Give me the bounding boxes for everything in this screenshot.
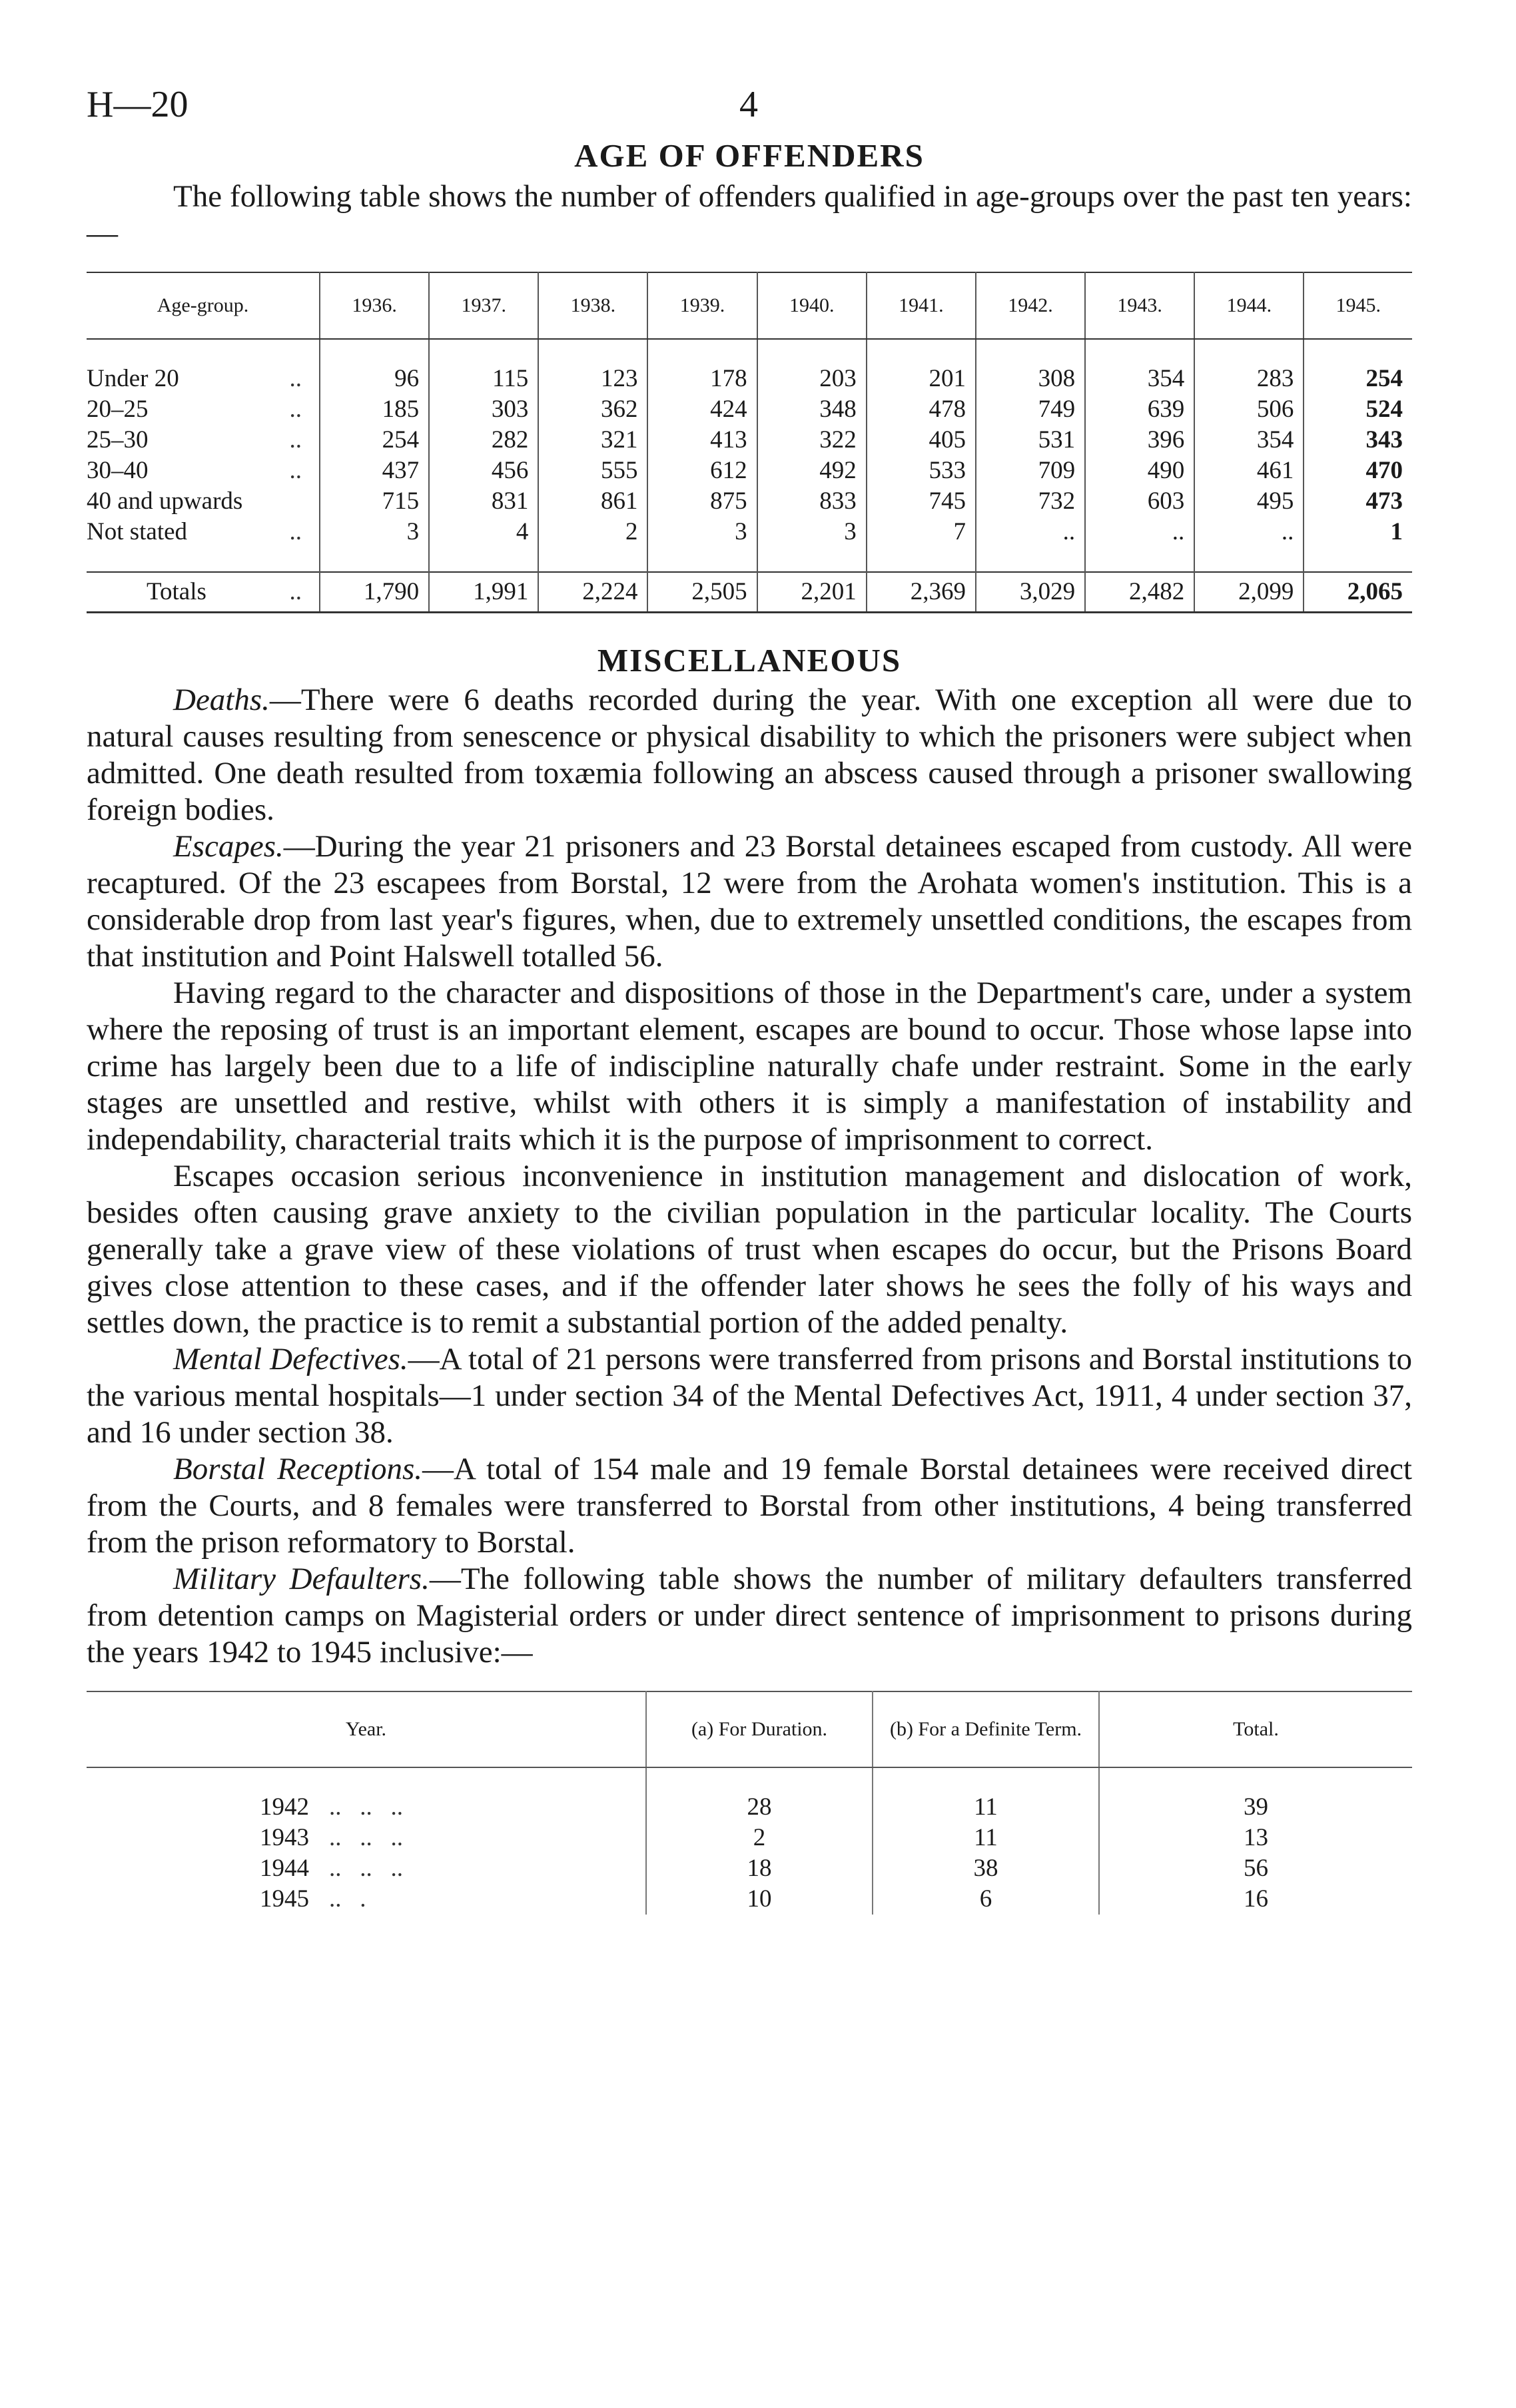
count-cell: 506 bbox=[1194, 394, 1304, 425]
age-section-title: AGE OF OFFENDERS bbox=[574, 137, 925, 174]
borstal-receptions-heading: Borstal Receptions. bbox=[173, 1452, 423, 1486]
dot-leader: .. bbox=[289, 518, 302, 545]
column-header: 1939. bbox=[647, 272, 757, 339]
count-cell: 303 bbox=[429, 394, 538, 425]
year-cell bbox=[87, 1884, 646, 1915]
duration-cell: 18 bbox=[646, 1853, 873, 1884]
definite-cell: 6 bbox=[873, 1884, 1099, 1915]
military-table-row bbox=[87, 1853, 1412, 1884]
count-cell: 533 bbox=[867, 455, 976, 486]
age-group-label: 40 and upwards bbox=[87, 487, 243, 515]
count-cell: 123 bbox=[538, 364, 647, 394]
age-table-row bbox=[87, 517, 1412, 547]
mental-defectives-heading: Mental Defectives. bbox=[173, 1342, 408, 1376]
count-cell: 1 bbox=[1304, 517, 1412, 547]
escapes-paragraph bbox=[87, 828, 1412, 975]
count-cell: 396 bbox=[1085, 425, 1194, 455]
age-group-cell bbox=[87, 425, 320, 455]
duration-cell: 2 bbox=[646, 1823, 873, 1853]
count-cell: 321 bbox=[538, 425, 647, 455]
military-table-row bbox=[87, 1823, 1412, 1853]
age-group-label: 25–30 bbox=[87, 426, 149, 453]
year-label: 1942 bbox=[260, 1793, 309, 1821]
count-cell: 322 bbox=[757, 425, 867, 455]
count-cell: 492 bbox=[757, 455, 867, 486]
dot-leader: .. bbox=[289, 578, 302, 605]
age-group-label: Totals bbox=[147, 578, 206, 605]
character-paragraph: Having regard to the character and dispositions of those in the Department's care, under a system where the reposing of trust is an important element, escapes are bound to occur. Those whose lapse into crime has largely been due to a life of indiscipline naturally chafe under restraint. Some in the early stages are unsettled and restive, whilst with others it is simply a manifestation of instability and independability, characterial traits which it is the purpose of imprisonment to correct. bbox=[87, 976, 1412, 1157]
definite-cell: 11 bbox=[873, 1823, 1099, 1853]
page-number: 4 bbox=[739, 84, 758, 125]
total-cell: 39 bbox=[1099, 1792, 1412, 1823]
year-cell bbox=[87, 1792, 646, 1823]
year-label: 1944 bbox=[260, 1855, 309, 1882]
count-cell: 456 bbox=[429, 455, 538, 486]
age-group-cell bbox=[87, 572, 320, 613]
dot-leader: .. .. .. bbox=[329, 1855, 403, 1882]
dot-leader: .. bbox=[289, 396, 302, 423]
count-cell: 354 bbox=[1085, 364, 1194, 394]
duration-cell: 10 bbox=[646, 1884, 873, 1915]
year-cell bbox=[87, 1853, 646, 1884]
count-cell: 4 bbox=[429, 517, 538, 547]
page-header bbox=[87, 83, 1412, 137]
count-cell: 201 bbox=[867, 364, 976, 394]
column-header: 1938. bbox=[538, 272, 647, 339]
count-cell: 254 bbox=[320, 425, 429, 455]
dot-leader: .. .. .. bbox=[329, 1793, 403, 1821]
column-header: 1945. bbox=[1304, 272, 1412, 339]
count-cell: 185 bbox=[320, 394, 429, 425]
total-cell: 13 bbox=[1099, 1823, 1412, 1853]
count-cell: 2,224 bbox=[538, 572, 647, 613]
escapes-heading: Escapes. bbox=[173, 829, 284, 864]
definite-cell: 38 bbox=[873, 1853, 1099, 1884]
count-cell: 348 bbox=[757, 394, 867, 425]
age-totals-row bbox=[87, 572, 1412, 613]
count-cell: 362 bbox=[538, 394, 647, 425]
count-cell: 861 bbox=[538, 486, 647, 517]
count-cell: 639 bbox=[1085, 394, 1194, 425]
count-cell: 308 bbox=[976, 364, 1085, 394]
column-header: (b) For a Definite Term. bbox=[873, 1691, 1099, 1767]
count-cell: 282 bbox=[429, 425, 538, 455]
age-group-cell bbox=[87, 394, 320, 425]
count-cell: 490 bbox=[1085, 455, 1194, 486]
count-cell: 531 bbox=[976, 425, 1085, 455]
military-defaulters-heading: Military Defaulters. bbox=[173, 1562, 430, 1596]
count-cell: 7 bbox=[867, 517, 976, 547]
deaths-heading: Deaths. bbox=[173, 683, 270, 717]
document-code: H—20 bbox=[87, 84, 189, 125]
column-header: 1943. bbox=[1085, 272, 1194, 339]
count-cell: 2,065 bbox=[1304, 572, 1412, 613]
count-cell: 478 bbox=[867, 394, 976, 425]
dot-leader: .. .. .. bbox=[329, 1824, 403, 1851]
age-group-label: Not stated bbox=[87, 518, 188, 545]
count-cell: 612 bbox=[647, 455, 757, 486]
column-header: Year. bbox=[87, 1691, 646, 1767]
count-cell: 833 bbox=[757, 486, 867, 517]
age-group-label: 30–40 bbox=[87, 457, 149, 484]
misc-section-title: MISCELLANEOUS bbox=[597, 642, 902, 679]
military-defaulters-paragraph bbox=[87, 1561, 1412, 1671]
count-cell: 3 bbox=[320, 517, 429, 547]
count-cell: 254 bbox=[1304, 364, 1412, 394]
count-cell: 461 bbox=[1194, 455, 1304, 486]
year-cell bbox=[87, 1823, 646, 1853]
count-cell: 3 bbox=[757, 517, 867, 547]
dot-leader: .. bbox=[289, 426, 302, 453]
count-cell: 413 bbox=[647, 425, 757, 455]
mental-defectives-text: —A total of 21 persons were transferred from prisons and Borstal institutions to the various mental hospitals—1 under section 34 of the Mental Defectives Act, 1911, 4 under section 37, and 16 under section 38. bbox=[87, 1342, 1412, 1450]
age-section-intro: The following table shows the number of offenders qualified in age-groups over the past ten years:— bbox=[87, 179, 1412, 250]
count-cell: 2,201 bbox=[757, 572, 867, 613]
count-cell: 1,991 bbox=[429, 572, 538, 613]
military-table-row bbox=[87, 1792, 1412, 1823]
count-cell: 2,505 bbox=[647, 572, 757, 613]
age-table-header-row bbox=[87, 272, 1412, 339]
age-group-cell bbox=[87, 455, 320, 486]
count-cell: 524 bbox=[1304, 394, 1412, 425]
count-cell: 749 bbox=[976, 394, 1085, 425]
count-cell: 470 bbox=[1304, 455, 1412, 486]
count-cell: 2 bbox=[538, 517, 647, 547]
column-header: 1937. bbox=[429, 272, 538, 339]
document-page bbox=[87, 83, 1412, 1915]
year-label: 1943 bbox=[260, 1824, 309, 1851]
deaths-text: —There were 6 deaths recorded during the year. With one exception all were due to natural causes resulting from senescence or physical disability to which the prisoners were subject when admitted. One death resulted from toxæmia following an abscess caused through a prisoner swallowing foreign bodies. bbox=[87, 683, 1412, 827]
count-cell: 424 bbox=[647, 394, 757, 425]
mental-defectives-paragraph bbox=[87, 1341, 1412, 1451]
age-of-offenders-table bbox=[87, 272, 1412, 613]
total-cell: 56 bbox=[1099, 1853, 1412, 1884]
count-cell: .. bbox=[976, 517, 1085, 547]
age-table-row bbox=[87, 486, 1412, 517]
inconvenience-paragraph: Escapes occasion serious inconvenience in institution management and dislocation of work, besides often causing grave anxiety to the civilian population in the particular locality. The Courts generally take a grave view of these violations of trust when escapes do occur, but the Prisons Board gives close attention to these cases, and if the offender later shows he sees the folly of his ways and settles down, the practice is to remit a substantial portion of the added penalty. bbox=[87, 1159, 1412, 1340]
count-cell: 3,029 bbox=[976, 572, 1085, 613]
column-header: Age-group. bbox=[87, 272, 320, 339]
count-cell: 3 bbox=[647, 517, 757, 547]
count-cell: 715 bbox=[320, 486, 429, 517]
count-cell: 473 bbox=[1304, 486, 1412, 517]
count-cell: 709 bbox=[976, 455, 1085, 486]
count-cell: 283 bbox=[1194, 364, 1304, 394]
count-cell: 831 bbox=[429, 486, 538, 517]
count-cell: 1,790 bbox=[320, 572, 429, 613]
dot-leader: .. . bbox=[329, 1885, 366, 1913]
column-header: 1941. bbox=[867, 272, 976, 339]
military-defaulters-text: —The following table shows the number of military defaulters transferred from detention camps on Magisterial orders or under direct sentence of imprisonment to prisons during the years 1942 to 1945 inclusive:— bbox=[87, 1562, 1412, 1669]
column-header: Total. bbox=[1099, 1691, 1412, 1767]
total-cell: 16 bbox=[1099, 1884, 1412, 1915]
age-table-row bbox=[87, 364, 1412, 394]
age-group-cell bbox=[87, 517, 320, 547]
count-cell: 875 bbox=[647, 486, 757, 517]
count-cell: 555 bbox=[538, 455, 647, 486]
count-cell: 178 bbox=[647, 364, 757, 394]
column-header: 1940. bbox=[757, 272, 867, 339]
age-group-cell bbox=[87, 486, 320, 517]
count-cell: 405 bbox=[867, 425, 976, 455]
definite-cell: 11 bbox=[873, 1792, 1099, 1823]
year-label: 1945 bbox=[260, 1885, 309, 1913]
deaths-paragraph bbox=[87, 682, 1412, 828]
dot-leader: .. bbox=[289, 457, 302, 484]
count-cell: 96 bbox=[320, 364, 429, 394]
count-cell: 203 bbox=[757, 364, 867, 394]
escapes-text: —During the year 21 prisoners and 23 Borstal detainees escaped from custody. All were recaptured. Of the 23 escapees from Borstal, 12 were from the Arohata women's institution. This is a considerable drop from last year's figures, when, due to extremely unsettled conditions, the escapes from that institution and Point Halswell totalled 56. bbox=[87, 829, 1412, 974]
count-cell: .. bbox=[1085, 517, 1194, 547]
dot-leader: .. bbox=[289, 365, 302, 392]
count-cell: 343 bbox=[1304, 425, 1412, 455]
age-table-row bbox=[87, 394, 1412, 425]
borstal-receptions-text: —A total of 154 male and 19 female Borstal detainees were received direct from the Courts, and 8 females were transferred to Borstal from other institutions, 4 being transferred from the prison reformatory to Borstal. bbox=[87, 1452, 1412, 1560]
age-group-label: Under 20 bbox=[87, 365, 179, 392]
column-header: 1942. bbox=[976, 272, 1085, 339]
column-header: 1936. bbox=[320, 272, 429, 339]
count-cell: 115 bbox=[429, 364, 538, 394]
age-table-row bbox=[87, 455, 1412, 486]
military-defaulters-table bbox=[87, 1691, 1412, 1915]
count-cell: 437 bbox=[320, 455, 429, 486]
count-cell: 732 bbox=[976, 486, 1085, 517]
military-table-row bbox=[87, 1884, 1412, 1915]
age-table-row bbox=[87, 425, 1412, 455]
count-cell: 745 bbox=[867, 486, 976, 517]
column-header: (a) For Duration. bbox=[646, 1691, 873, 1767]
count-cell: 2,482 bbox=[1085, 572, 1194, 613]
borstal-receptions-paragraph bbox=[87, 1451, 1412, 1561]
count-cell: 354 bbox=[1194, 425, 1304, 455]
military-table-header-row bbox=[87, 1691, 1412, 1767]
count-cell: 2,369 bbox=[867, 572, 976, 613]
duration-cell: 28 bbox=[646, 1792, 873, 1823]
count-cell: .. bbox=[1194, 517, 1304, 547]
age-group-label: 20–25 bbox=[87, 396, 149, 423]
column-header: 1944. bbox=[1194, 272, 1304, 339]
count-cell: 495 bbox=[1194, 486, 1304, 517]
age-group-cell bbox=[87, 364, 320, 394]
count-cell: 2,099 bbox=[1194, 572, 1304, 613]
count-cell: 603 bbox=[1085, 486, 1194, 517]
